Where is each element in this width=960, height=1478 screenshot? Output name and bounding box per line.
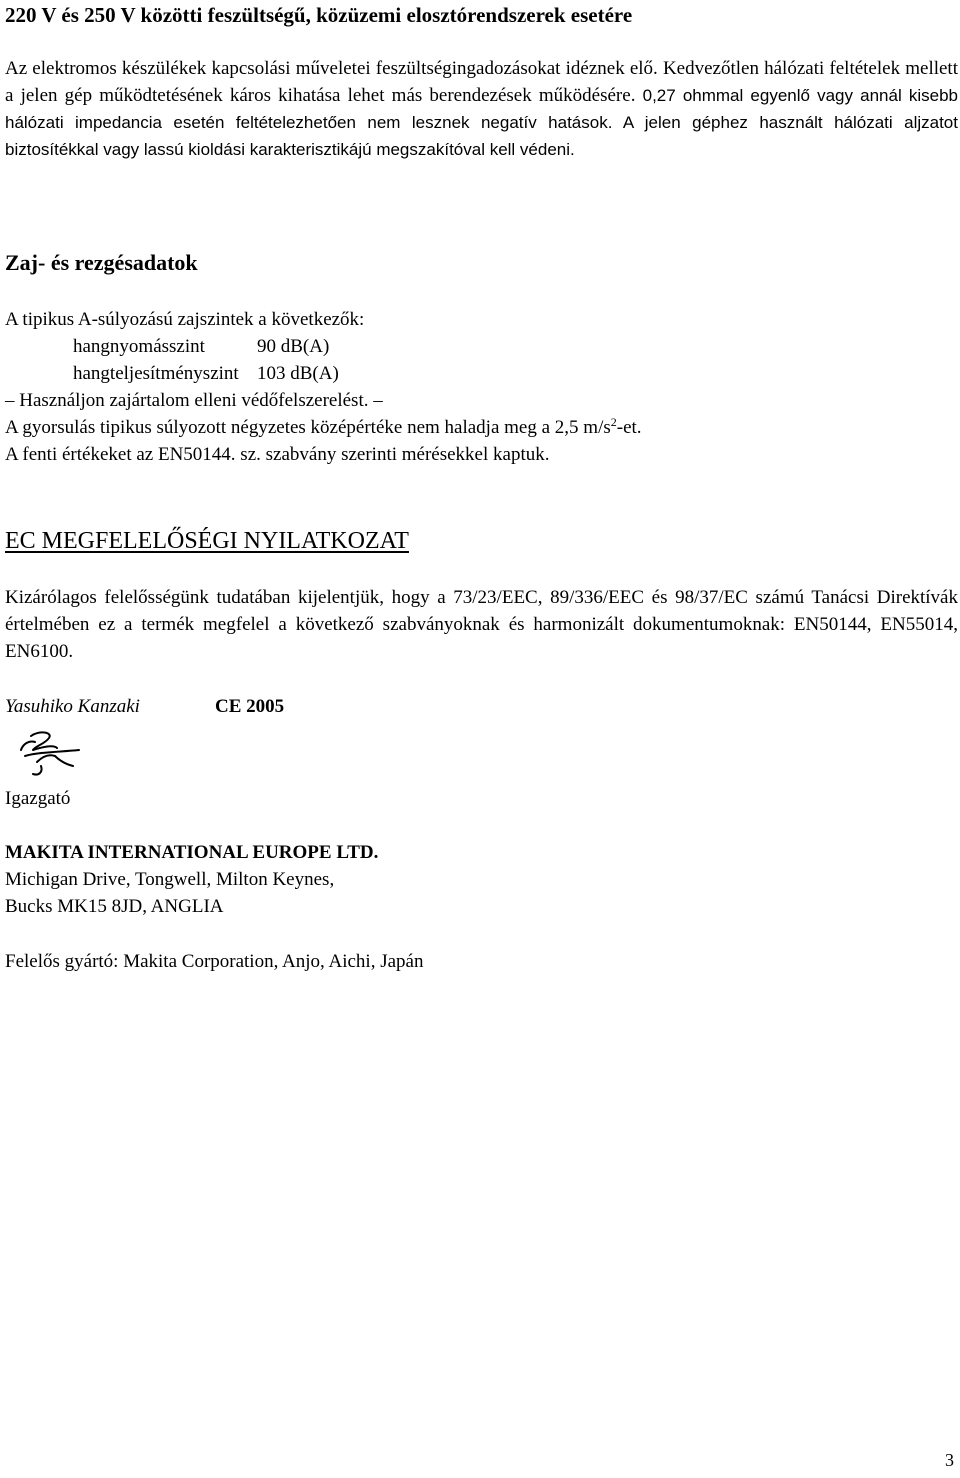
noise-section-heading: Zaj- és rezgésadatok [5,250,198,275]
sound-power-label: hangteljesítményszint [73,363,239,384]
ec-declaration-text: Kizárólagos felelősségünk tudatában kijelentjük, hogy a 73/23/EEC, 89/336/EEC és 98/37/EC számú Tanácsi Direktívák értelmében ez a termék megfelel a következő szabványoknak és harmonizált dokumentumoknak: EN50144, EN55014, EN6100. [5,587,958,662]
vibration-suffix: -et. [616,417,642,438]
intro-text-sans: 0,27 ohmmal egyenlő vagy annál kisebb hálózati impedancia esetén feltételezhetően nem lesznek negatív hatások. A jelen géphez használt hálózati aljzatot biztosítékkal vagy lassú kioldási karakterisztikájú megszakítóval kell védeni. [5,86,958,159]
measurement-note: A fenti értékeket az EN50144. sz. szabvány szerinti mérésekkel kaptuk. [5,444,550,465]
company-address-line-1: Michigan Drive, Tongwell, Milton Keynes, [5,869,335,890]
intro-text-serif: Az elektromos készülékek kapcsolási műveletei feszültségingadozásokat idéznek elő. Kedvezőtlen hálózati feltételek mellett a jelen gép működtetésének káros kihatása lehet más berendezések működésére. [5,58,958,106]
ce-mark: CE 2005 [215,696,285,717]
page-number: 3 [945,1450,954,1470]
protection-note: – Használjon zajártalom elleni védőfelszerelést. – [5,390,383,411]
company-address-line-2: Bucks MK15 8JD, ANGLIA [5,896,224,917]
sound-pressure-value: 90 dB(A) [257,336,330,357]
signer-name: Yasuhiko Kanzaki [5,696,140,717]
sound-pressure-row [5,333,958,360]
vibration-line [5,414,958,441]
vibration-text: A gyorsulás tipikus súlyozott négyzetes középértéke nem haladja meg a 2,5 m/s [5,417,611,438]
signature-image [9,726,89,778]
signer-role: Igazgató [5,788,71,809]
power-supply-paragraph [5,55,958,163]
signer-line [5,693,284,720]
sound-pressure-label: hangnyomásszint [73,336,205,357]
sound-power-value: 103 dB(A) [257,363,339,384]
company-block [5,839,378,920]
manufacturer-line: Felelős gyártó: Makita Corporation, Anjo, Aichi, Japán [5,951,424,972]
vibration-exponent: 2 [610,415,617,429]
sound-power-row [5,360,958,387]
company-name: MAKITA INTERNATIONAL EUROPE LTD. [5,842,379,863]
ec-declaration-paragraph [5,584,958,665]
noise-section [5,306,958,468]
ec-declaration-heading: EC MEGFELELŐSÉGI NYILATKOZAT [5,528,409,554]
page-title: 220 V és 250 V közötti feszültségű, közüzemi elosztórendszerek esetére [5,3,633,27]
noise-intro: A tipikus A-súlyozású zajszintek a következők: [5,309,365,330]
